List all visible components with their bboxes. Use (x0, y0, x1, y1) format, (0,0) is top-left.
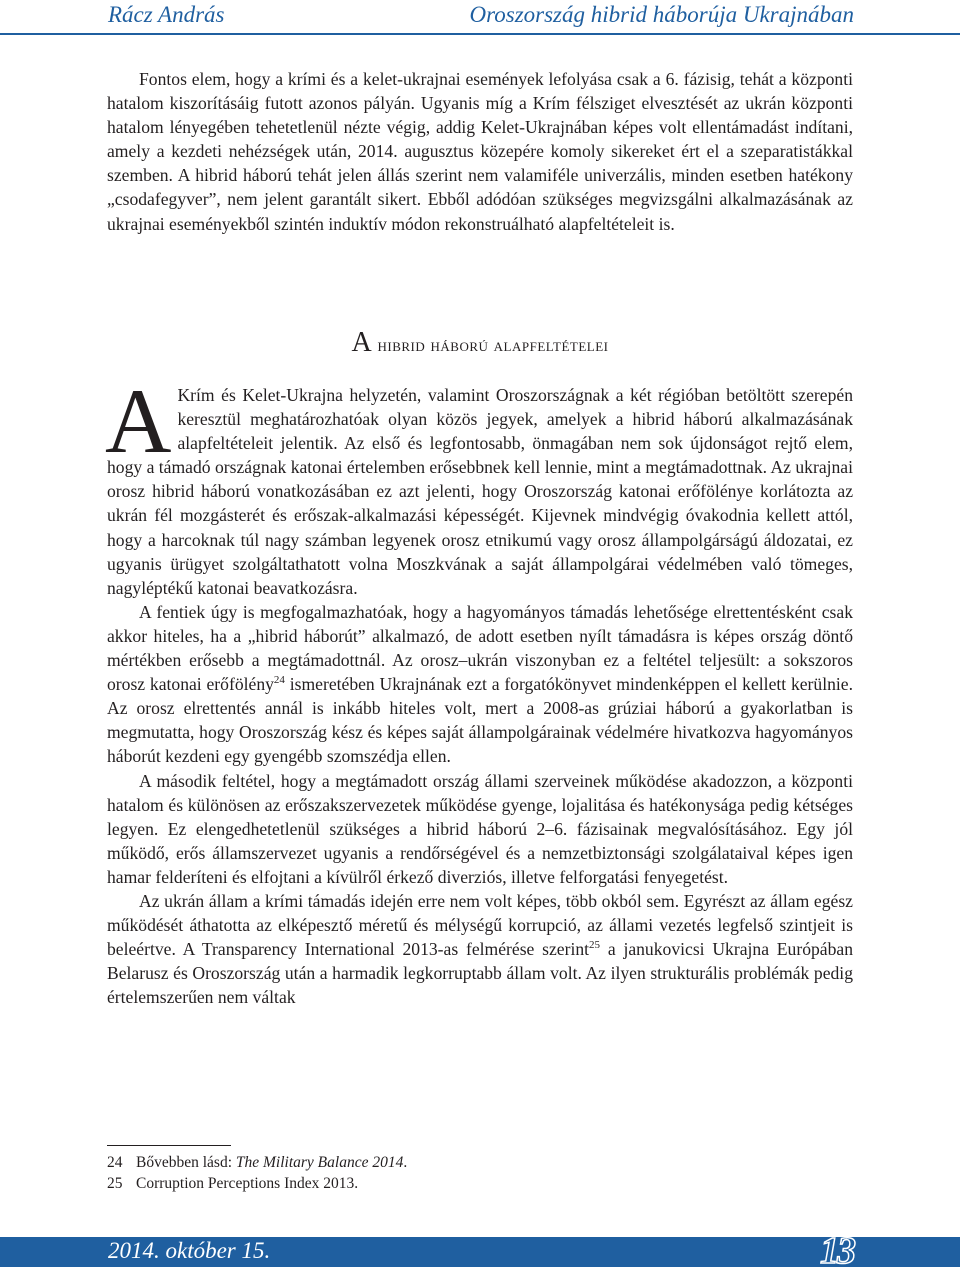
footnote-text-end: . (403, 1154, 408, 1171)
footnote-item (107, 1152, 853, 1173)
footer-date: 2014. október 15. (108, 1238, 271, 1263)
footnote-text: Bővebben lásd: (136, 1154, 236, 1171)
intro-paragraph: Fontos elem, hogy a krími és a kelet-ukrajnai események lefolyása csak a 6. fázisig, tehát a központi hatalom kiszorításáig futott azonos pályán. Ugyanis míg a Krím félsziget elvesztését az ukrán központi hatalom lényegében tehetetlenül nézte végig, addig Kelet-Ukrajnában képes volt ellentámadást indítani, amely a kezdeti nehézségek után, 2014. augusztus közepére komoly sikereket ért el a szeparatistákkal szemben. A hibrid háború tehát jelen állás szerint nem valamiféle univerzális, minden esetben hatékony „csodafegyver”, nem jelent garantált sikert. Ebből adódóan szükséges megvizsgálni alkalmazásának az ukrajnai eseményekből szintén induktív módon rekonstruálható alapfeltételeit is. (107, 69, 853, 234)
body-paragraph-4-text-a: Az ukrán állam a krími támadás idején erre nem volt képes, több okból sem. Egyrészt az állam egész működését áthatotta az elképesztő méretű és mélységű korrupció, az állami vezetés legfelső szintjeit is beleértve. A Transparency International 2013-as felmérése szerint (107, 890, 853, 960)
body-paragraph-2 (107, 600, 853, 769)
running-header (0, 0, 960, 34)
body-paragraph-2-text-b: ismeretében Ukrajnának ezt a forgatókönyvet mindenképpen el kellett kerülnie. Az orosz elrettentés annál is inkább hiteles volt, mert a 2008-as grúziai háború a gyakorlatban is megmutatta, hogy Oroszország kész és képes saját állampolgárainak védelmére hivatkozva hagyományos háborút kezdeni egy gyengébb szomszédja ellen. (107, 674, 853, 767)
footnote-source-title: The Military Balance 2014 (235, 1154, 404, 1171)
header-author: Rácz András (108, 2, 225, 27)
footnote-number: 25 (107, 1175, 123, 1192)
footnote-number: 24 (107, 1154, 123, 1171)
section-heading (107, 327, 853, 359)
body-paragraph-4-text-b: a janukovicsi Ukrajna Európában Belarusz és Oroszország után a harmadik legkorruptabb állam volt. Az ilyen strukturális problémák pedig értelemszerűen nem váltak (107, 939, 854, 1008)
footnote-text: Corruption Perceptions Index 2013. (136, 1175, 359, 1192)
footnote-rule (107, 1145, 231, 1146)
main-body (105, 370, 854, 1009)
footnote-ref-24[interactable]: 24 (273, 674, 285, 687)
footnote-ref-25[interactable]: 25 (589, 939, 601, 952)
intro-section (107, 67, 853, 236)
body-paragraph-3: A második feltétel, hogy a megtámadott ország állami szerveinek működése akadozzon, a központi hatalom és különösen az erőszakszervezetek működése gyenge, lojalitása és hatékonysága pedig kétséges legyen. Ez elengedhetetlenül szükséges a hibrid háború 2–6. fázisainak megvalósításához. Egy jól működő, erős államszervezet ugyanis a rendőrségével és a nemzetbiztonsági szolgálataival képes igen hamar felderíteni és elfojtani a kívülről érkező diverziós, illetve felforgatási fenyegetést. (107, 770, 853, 887)
section-heading-initial: A (351, 327, 373, 358)
header-rule (0, 33, 960, 35)
page-footer (0, 1230, 960, 1272)
body-paragraph-2-text-a: A fentiek úgy is megfogalmazhatóak, hogy a hagyományos támadás lehetősége elrettentésként csak akkor hiteles, ha a „hibrid háborút” alkalmazó, de adott esetben nyílt támadásra is képes ország döntő mértékben erősebb a megtámadottnál. Az orosz–ukrán viszonyban ez a feltétel teljesült: a sokszoros orosz katonai erőfölény (107, 601, 853, 695)
body-paragraph-4 (107, 889, 853, 1009)
body-paragraph-1 (105, 370, 854, 600)
header-title: Oroszország hibrid háborúja Ukrajnában (469, 2, 854, 27)
footnotes (107, 1152, 853, 1194)
body-paragraph-1-text: Krím és Kelet-Ukrajna helyzetén, valamint Oroszországnak a két régióban betöltött szerepén keresztül meghatározhatóak olyan közös jegyek, amelyek a hibrid háború alkalmazásának alapfeltételeit jelentik. Az első és legfontosabb, önmagában nem sok újdonságot rejtő elem, hogy a támadó országnak katonai értelemben erősebbnek kell lennie, mint a megtámadottnak. Az ukrajnai orosz hibrid háború vonatkozásában ez azt jelenti, hogy Oroszország katonai erőfölénye korlátozta az ukrán fél mozgásterét és erőszak-alkalmazási képességét. Kijevnek mindvégig óvakodnia kellett attól, hogy a harcoknak túl nagy számban legyenek orosz etnikumú vagy orosz állampolgárságú áldozatai, ez ugyanis ürügyet szolgáltathatott volna Moszkvának a saját állampolgárai védelmében való tömeges, nagyléptékű katonai beavatkozásra. (107, 385, 854, 598)
section-heading-text: hibrid háború alapfeltételei (372, 335, 609, 356)
drop-cap: A (105, 370, 172, 472)
page-number: 13 (820, 1230, 854, 1272)
footnote-item (107, 1173, 853, 1194)
